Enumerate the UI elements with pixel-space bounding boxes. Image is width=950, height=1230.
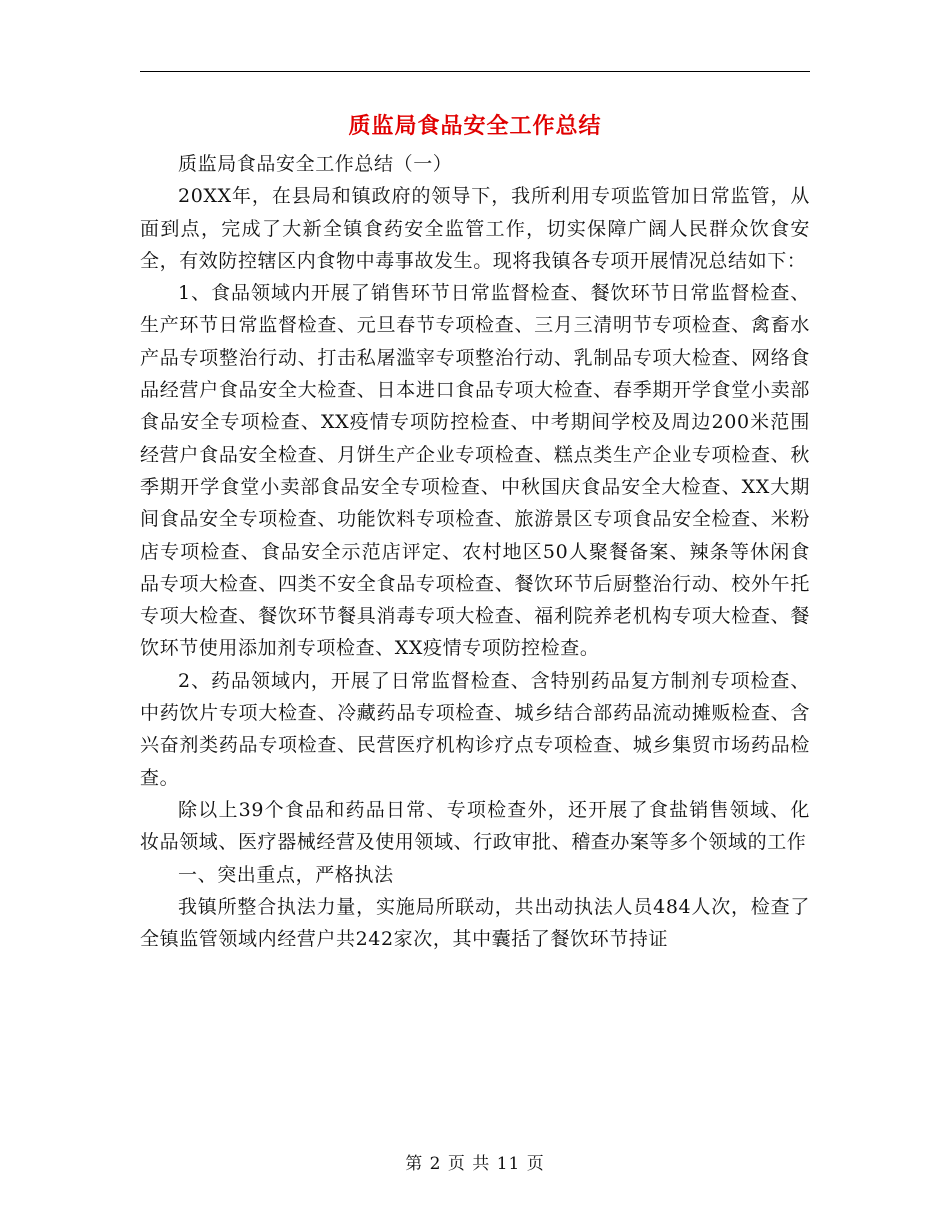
intro-paragraph: 20XX年，在县局和镇政府的领导下，我所利用专项监管加日常监管，从面到点，完成了大新全镇食药安全监管工作，切实保障广阔人民群众饮食安全，有效防控辖区内食物中毒事故发生。现将我镇各专项开展情况总结如下：	[140, 185, 810, 272]
other-fields-paragraph: 除以上39个食品和药品日常、专项检查外，还开展了食盐销售领域、化妆品领域、医疗器械经营及使用领域、行政审批、稽查办案等多个领域的工作	[140, 798, 810, 854]
page-number: 第 2 页 共 11 页	[405, 1154, 545, 1174]
section-heading-1: 一、突出重点，严格执法	[178, 863, 394, 886]
document-body	[140, 148, 810, 955]
document-title: 质监局食品安全工作总结	[348, 113, 602, 139]
subtitle-paragraph: 质监局食品安全工作总结（一）	[178, 153, 453, 175]
header-rule	[140, 71, 810, 72]
drug-inspection-paragraph: 2、药品领域内，开展了日常监督检查、含特别药品复方制剂专项检查、中药饮片专项大检查、冷藏药品专项检查、城乡结合部药品流动摊贩检查、含兴奋剂类药品专项检查、民营医疗机构诊疗点专项检查、城乡集贸市场药品检查。	[140, 669, 810, 789]
food-inspection-paragraph: 1、食品领域内开展了销售环节日常监督检查、餐饮环节日常监督检查、生产环节日常监督检查、元旦春节专项检查、三月三清明节专项检查、禽畜水产品专项整治行动、打击私屠滥宰专项整治行动、乳制品专项大检查、网络食品经营户食品安全大检查、日本进口食品专项大检查、春季期开学食堂小卖部食品安全专项检查、XX疫情专项防控检查、中考期间学校及周边200米范围经营户食品安全检查、月饼生产企业专项检查、糕点类生产企业专项检查、秋季期开学食堂小卖部食品安全专项检查、中秋国庆食品安全大检查、XX大期间食品安全专项检查、功能饮料专项检查、旅游景区专项食品安全检查、米粉店专项检查、食品安全示范店评定、农村地区50人聚餐备案、辣条等休闲食品专项大检查、四类不安全食品专项检查、餐饮环节后厨整治行动、校外午托专项大检查、餐饮环节餐具消毒专项大检查、福利院养老机构专项大检查、餐饮环节使用添加剂专项检查、XX疫情专项防控检查。	[140, 282, 810, 660]
enforcement-paragraph: 我镇所整合执法力量，实施局所联动，共出动执法人员484人次，检查了全镇监管领域内经营户共242家次，其中囊括了餐饮环节持证	[140, 895, 810, 951]
